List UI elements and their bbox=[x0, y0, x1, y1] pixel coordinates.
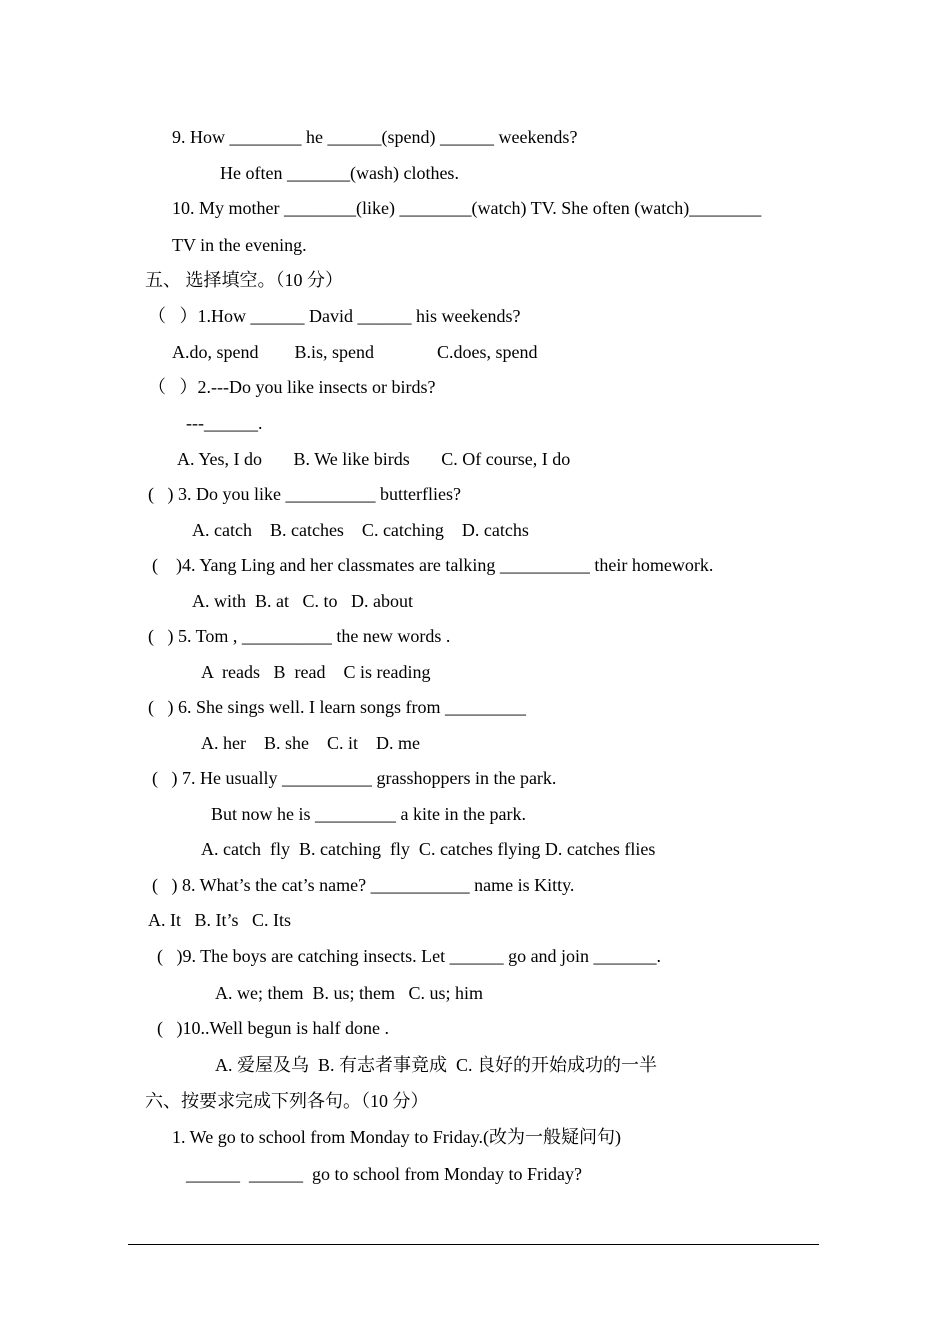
mc-3-options: A. catch B. catches C. catching D. catchs bbox=[192, 520, 529, 540]
mc-7-question-cont: But now he is _________ a kite in the park. bbox=[211, 804, 526, 824]
mc-3-question: ( ) 3. Do you like __________ butterflies? bbox=[148, 484, 461, 504]
mc-10-question: ( )10..Well begun is half done . bbox=[157, 1018, 389, 1038]
mc-6-options: A. her B. she C. it D. me bbox=[201, 733, 420, 753]
mc-1-question: （ ）1.How ______ David ______ his weekends? bbox=[148, 306, 521, 326]
mc-4-options: A. with B. at C. to D. about bbox=[192, 591, 413, 611]
mc-1-options: A.do, spend B.is, spend C.does, spend bbox=[172, 342, 538, 362]
mc-10-options: A. 爱屋及乌 B. 有志者事竟成 C. 良好的开始成功的一半 bbox=[215, 1055, 658, 1075]
mc-2-question: （ ）2.---Do you like insects or birds? bbox=[148, 377, 436, 397]
section-5-heading: 五、 选择填空。（10 分） bbox=[145, 270, 343, 290]
mc-5-options: A reads B read C is reading bbox=[201, 662, 431, 682]
mc-6-question: ( ) 6. She sings well. I learn songs from _________ bbox=[148, 697, 526, 717]
q4-10-question: 10. My mother ________(like) ________(watch) TV. She often (watch)________ bbox=[172, 198, 762, 218]
rewrite-1-question: 1. We go to school from Monday to Friday.(改为一般疑问句) bbox=[172, 1127, 622, 1147]
section-6-heading: 六、按要求完成下列各句。（10 分） bbox=[145, 1091, 429, 1111]
footer-divider bbox=[128, 1244, 819, 1245]
mc-7-question: ( ) 7. He usually __________ grasshoppers in the park. bbox=[152, 768, 557, 788]
mc-4-question: ( )4. Yang Ling and her classmates are talking __________ their homework. bbox=[152, 555, 714, 575]
q4-10-continuation: TV in the evening. bbox=[172, 235, 307, 255]
mc-9-options: A. we; them B. us; them C. us; him bbox=[215, 983, 483, 1003]
mc-9-question: ( )9. The boys are catching insects. Let ______ go and join _______. bbox=[157, 946, 662, 966]
mc-2-response: ---______. bbox=[186, 413, 263, 433]
mc-8-options: A. It B. It’s C. Its bbox=[148, 910, 292, 930]
mc-2-options: A. Yes, I do B. We like birds C. Of course, I do bbox=[177, 449, 571, 469]
mc-5-question: ( ) 5. Tom , __________ the new words . bbox=[148, 626, 451, 646]
mc-7-options: A. catch fly B. catching fly C. catches flying D. catches flies bbox=[201, 839, 656, 859]
mc-8-question: ( ) 8. What’s the cat’s name? ___________ name is Kitty. bbox=[152, 875, 575, 895]
q4-9-answer-line: He often _______(wash) clothes. bbox=[220, 163, 459, 183]
q4-9-question: 9. How ________ he ______(spend) ______ weekends? bbox=[172, 127, 578, 147]
rewrite-1-answer: ______ ______ go to school from Monday to Friday? bbox=[186, 1164, 582, 1184]
